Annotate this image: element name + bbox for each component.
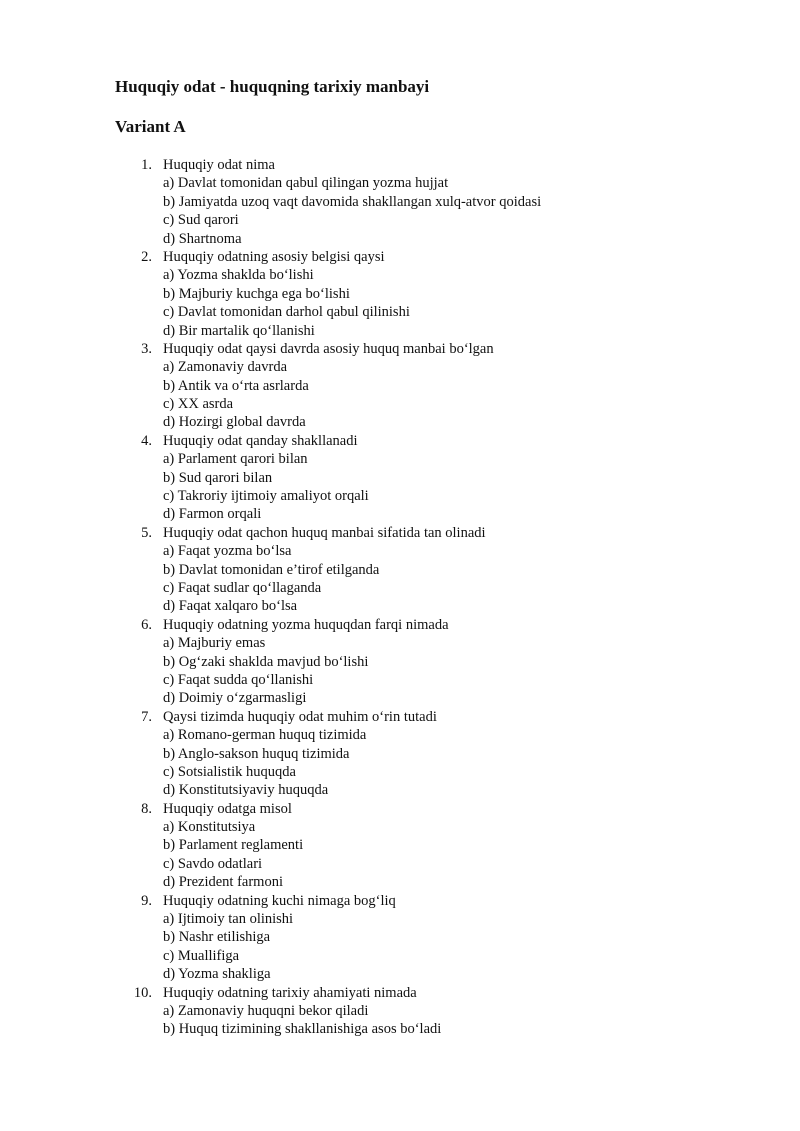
question-text: Huquqiy odatga misol: [163, 800, 292, 817]
answer-option: b) Antik va o‘rta asrlarda: [163, 377, 309, 394]
question-item: [0, 156, 800, 248]
answer-option: d) Doimiy o‘zgarmasligi: [163, 690, 307, 707]
answer-option: b) Davlat tomonidan e’tirof etilganda: [163, 561, 380, 578]
answer-option: a) Parlament qarori bilan: [163, 451, 308, 468]
question-text: Huquqiy odat nima: [163, 157, 275, 173]
question-line: [0, 984, 800, 1002]
question-text: Huquqiy odatning tarixiy ahamiyati nimada: [163, 984, 417, 1001]
question-text: Huquqiy odat qaysi davrda asosiy huquq manbai bo‘lgan: [163, 340, 494, 357]
answer-options: [0, 358, 800, 432]
answer-option: b) Sud qarori bilan: [163, 469, 273, 486]
question-text: Huquqiy odatning yozma huquqdan farqi nimada: [163, 616, 449, 633]
question-line: [0, 800, 800, 818]
answer-option: d) Faqat xalqaro bo‘lsa: [163, 598, 298, 615]
question-line: [0, 524, 800, 542]
question-text: Huquqiy odat qachon huquq manbai sifatida tan olinadi: [163, 524, 486, 541]
answer-option: d) Farmon orqali: [163, 506, 262, 523]
question-list: [0, 156, 800, 1039]
question-line: [0, 248, 800, 266]
answer-option: c) Savdo odatlari: [163, 855, 263, 872]
answer-option: b) Og‘zaki shaklda mavjud bo‘lishi: [163, 653, 369, 670]
question-number: 2.: [141, 248, 152, 265]
answer-option: d) Prezident farmoni: [163, 874, 283, 891]
question-text: Huquqiy odatning kuchi nimaga bog‘liq: [163, 892, 396, 909]
answer-option: c) Sotsialistik huquqda: [163, 763, 296, 780]
answer-option: a) Konstitutsiya: [163, 819, 256, 836]
answer-option: d) Hozirgi global davrda: [163, 414, 306, 431]
document-title: Huquqiy odat - huquqning tarixiy manbayi: [115, 77, 430, 96]
answer-option: b) Anglo-sakson huquq tizimida: [163, 745, 350, 762]
answer-options: [0, 818, 800, 892]
question-line: [0, 340, 800, 358]
answer-option: a) Zamonaviy huquqni bekor qiladi: [163, 1002, 369, 1019]
question-item: [0, 984, 800, 1039]
question-item: [0, 524, 800, 616]
question-number: 1.: [141, 157, 152, 173]
question-number: 5.: [141, 524, 152, 541]
question-line: [0, 616, 800, 634]
variant-heading: Variant A: [115, 117, 186, 136]
answer-option: d) Bir martalik qo‘llanishi: [163, 322, 315, 339]
answer-option: d) Yozma shakliga: [163, 966, 271, 983]
question-text: Huquqiy odatning asosiy belgisi qaysi: [163, 248, 385, 265]
question-number: 3.: [141, 340, 152, 357]
answer-option: b) Nashr etilishiga: [163, 929, 271, 946]
answer-option: c) Faqat sudlar qo‘llaganda: [163, 579, 322, 596]
question-number: 8.: [141, 800, 152, 817]
answer-option: a) Yozma shaklda bo‘lishi: [163, 267, 314, 284]
question-number: 4.: [141, 432, 152, 449]
question-number: 6.: [141, 616, 152, 633]
answer-option: a) Ijtimoiy tan olinishi: [163, 911, 294, 928]
answer-option: c) Davlat tomonidan darhol qabul qilinishi: [163, 304, 410, 321]
answer-options: [0, 726, 800, 800]
answer-option: a) Faqat yozma bo‘lsa: [163, 543, 292, 560]
answer-option: c) Faqat sudda qo‘llanishi: [163, 671, 314, 688]
question-text: Qaysi tizimda huquqiy odat muhim o‘rin tutadi: [163, 708, 437, 725]
answer-option: b) Majburiy kuchga ega bo‘lishi: [163, 285, 350, 302]
question-item: [0, 800, 800, 892]
answer-options: [0, 266, 800, 340]
question-line: [0, 892, 800, 910]
answer-option: b) Jamiyatda uzoq vaqt davomida shakllangan xulq-atvor qoidasi: [163, 193, 542, 210]
question-item: [0, 892, 800, 984]
question-item: [0, 248, 800, 340]
answer-option: c) Sud qarori: [163, 212, 239, 229]
question-item: [0, 432, 800, 524]
question-text: Huquqiy odat qanday shakllanadi: [163, 432, 358, 449]
answer-option: d) Konstitutsiyaviy huquqda: [163, 782, 329, 799]
question-number: 7.: [141, 708, 152, 725]
answer-option: c) XX asrda: [163, 396, 234, 413]
answer-options: [0, 1002, 800, 1039]
question-line: [0, 432, 800, 450]
answer-options: [0, 450, 800, 524]
answer-options: [0, 174, 800, 248]
question-item: [0, 616, 800, 708]
question-item: [0, 708, 800, 800]
answer-option: b) Parlament reglamenti: [163, 837, 304, 854]
answer-options: [0, 910, 800, 984]
answer-options: [0, 542, 800, 616]
answer-option: d) Shartnoma: [163, 230, 242, 247]
question-line: [0, 708, 800, 726]
answer-option: a) Romano-german huquq tizimida: [163, 727, 367, 744]
answer-option: b) Huquq tizimining shakllanishiga asos bo‘ladi: [163, 1021, 442, 1038]
answer-option: a) Davlat tomonidan qabul qilingan yozma hujjat: [163, 175, 449, 192]
answer-option: a) Zamonaviy davrda: [163, 359, 288, 376]
question-number: 10.: [133, 984, 152, 1001]
answer-option: c) Muallifiga: [163, 947, 240, 964]
question-line: [0, 156, 800, 174]
answer-options: [0, 634, 800, 708]
answer-option: c) Takroriy ijtimoiy amaliyot orqali: [163, 488, 369, 505]
answer-option: a) Majburiy emas: [163, 635, 266, 652]
question-number: 9.: [141, 892, 152, 909]
question-item: [0, 340, 800, 432]
